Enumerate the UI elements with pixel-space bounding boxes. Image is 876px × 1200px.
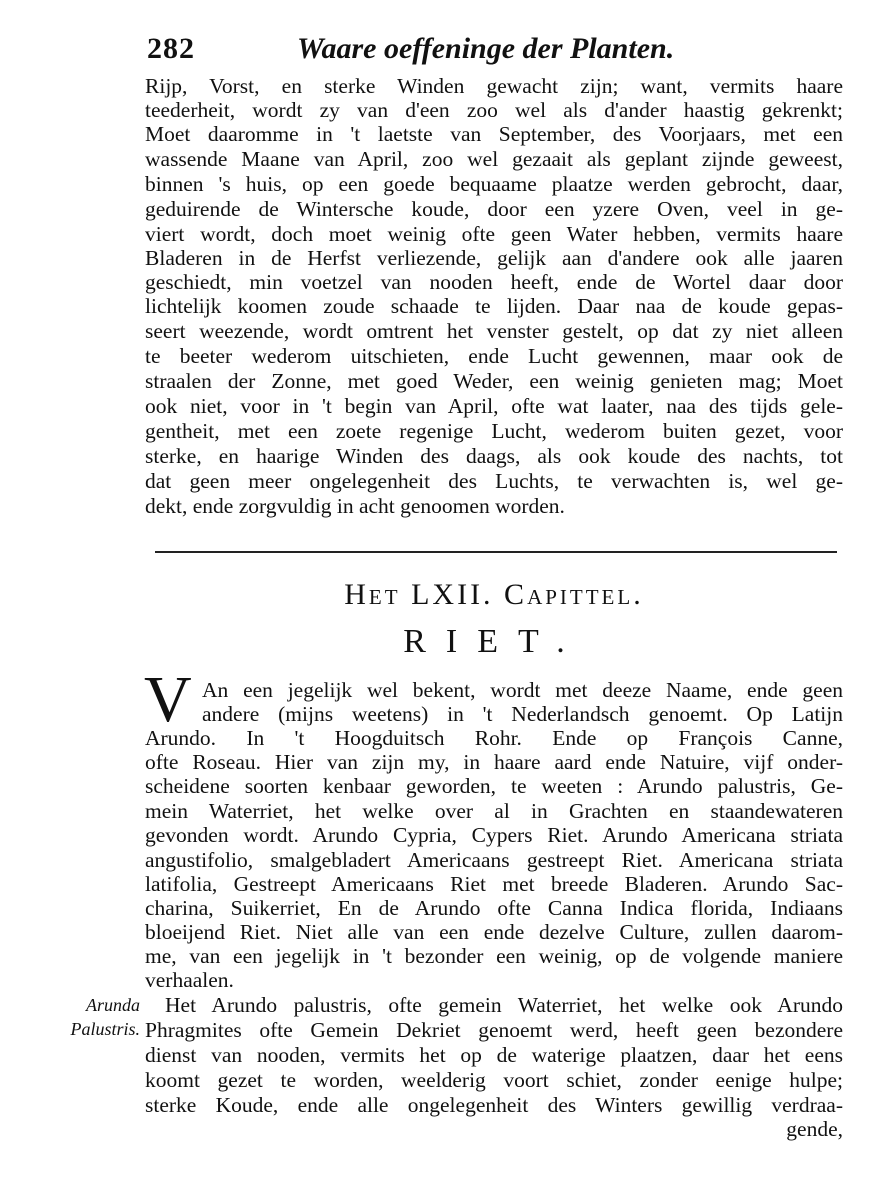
text-line: binnen 's huis, op een goede bequaame plaatze werden gebrocht, daar, (145, 172, 843, 196)
text-line: wassende Maane van April, zoo wel gezaait als geplant zijnde geweest, (145, 147, 843, 171)
margin-note-line: Palustris. (70, 1019, 140, 1039)
chapter-name: RIET. (403, 623, 585, 660)
text-line: Arundo. In 't Hoogduitsch Rohr. Ende op François Canne, (145, 726, 843, 750)
text-line: ook niet, voor in 't begin van April, ofte wat laater, naa des tijds gele- (145, 394, 843, 418)
section-divider (155, 551, 837, 553)
drop-cap: V (144, 663, 192, 736)
text-line: te beeter wederom uitschieten, ende Lucht gewennen, maar ook de (145, 344, 843, 368)
text-line: An een jegelijk wel bekent, wordt met deeze Naame, ende geen (202, 678, 843, 702)
text-line: teederheit, wordt zy van d'een zoo wel als d'ander haastig gekrenkt; (145, 98, 843, 122)
text-line: latifolia, Gestreept Americaans Riet met breede Bladeren. Arundo Sac- (145, 872, 843, 896)
text-line: bloeijend Riet. Niet alle van een ende dezelve Culture, zullen daarom- (145, 920, 843, 944)
text-line: lichtelijk koomen zoude schaade te lijden. Daar naa de koude gepas- (145, 294, 843, 318)
text-line: viert wordt, doch moet weinig ofte geen Water hebben, vermits haare (145, 222, 843, 246)
text-line: ofte Roseau. Hier van zijn my, in haare aard ende Natuire, vijf onder- (145, 750, 843, 774)
margin-note-line: Arunda (86, 995, 140, 1015)
text-line: geschiedt, min voetzel van nooden heeft, ende de Wortel daar door (145, 270, 843, 294)
text-line: gende, (786, 1117, 843, 1141)
text-line: Moet daaromme in 't laetste van September, des Voorjaars, met een (145, 122, 843, 146)
text-line: koomt gezet te worden, weelderig voort schiet, zonder eenige hulpe; (145, 1068, 843, 1092)
text-line: Rijp, Vorst, en sterke Winden gewacht zijn; want, vermits haare (145, 74, 843, 98)
text-line: andere (mijns weetens) in 't Nederlandsch genoemt. Op Latijn (202, 702, 843, 726)
text-line: gentheit, met een zoete regenige Lucht, wederom buiten gezet, voor (145, 419, 843, 443)
text-line: straalen der Zonne, met goed Weder, een weinig genieten mag; Moet (145, 369, 843, 393)
running-title: Waare oeffeninge der Planten. (297, 32, 675, 65)
text-line: me, van een jegelijk in 't bezonder een weinig, op de volgende maniere (145, 944, 843, 968)
text-line: dekt, ende zorgvuldig in acht genoomen worden. (145, 494, 565, 518)
text-line: charina, Suikerriet, En de Arundo ofte Canna Indica florida, Indiaans (145, 896, 843, 920)
text-line: sterke, en haarige Winden des daags, als ook koude des nachts, tot (145, 444, 843, 468)
text-line: dienst van nooden, vermits het op de waterige plaatzen, daar het eens (145, 1043, 843, 1067)
text-line: angustifolio, smalgebladert Americaans gestreept Riet. Americana striata (145, 848, 843, 872)
text-line: Phragmites ofte Gemein Dekriet genoemt werd, heeft geen bezondere (145, 1018, 843, 1042)
chapter-title: Het LXII. Capittel. (344, 578, 644, 611)
text-line: geduirende de Wintersche koude, door een yzere Oven, veel in ge- (145, 197, 843, 221)
text-line: sterke Koude, ende alle ongelegenheit des Winters gewillig verdraa- (145, 1093, 843, 1117)
text-line: Het Arundo palustris, ofte gemein Waterriet, het welke ook Arundo (165, 993, 843, 1017)
text-line: dat geen meer ongelegenheit des Luchts, te verwachten is, wel ge- (145, 469, 843, 493)
text-line: Bladeren in de Herfst verliezende, gelijk aan d'andere ook alle jaaren (145, 246, 843, 270)
text-line: verhaalen. (145, 968, 234, 992)
page-number: 282 (147, 32, 195, 65)
text-line: seert weezende, wordt omtrent het venster gestelt, op dat zy niet alleen (145, 319, 843, 343)
text-line: mein Waterriet, het welke over al in Grachten en staandewateren (145, 799, 843, 823)
page-header (147, 30, 847, 70)
text-line: scheidene soorten kenbaar geworden, te weeten : Arundo palustris, Ge- (145, 774, 843, 798)
text-line: gevonden wordt. Arundo Cypria, Cypers Riet. Arundo Americana striata (145, 823, 843, 847)
